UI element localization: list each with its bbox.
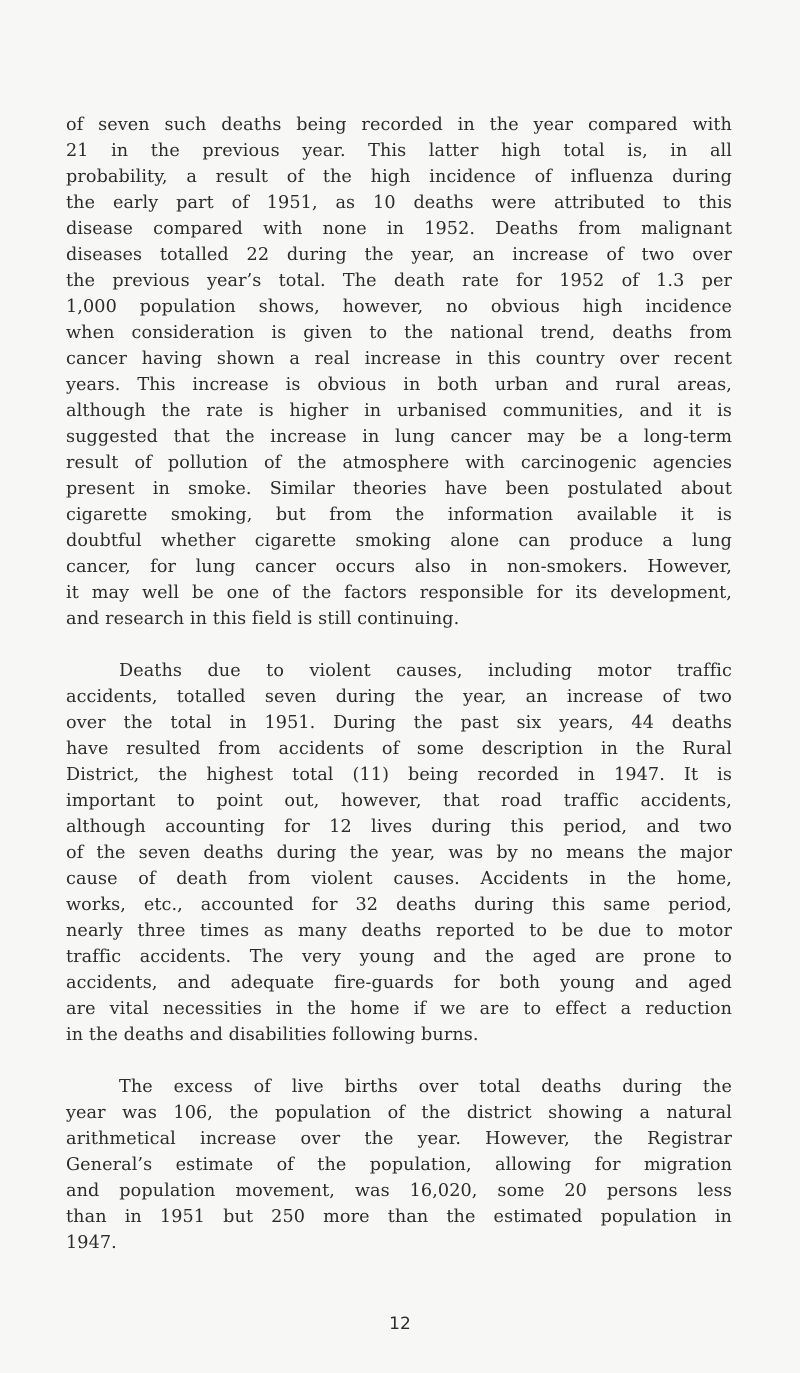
text-line: probability, a result of the high incidence of influenza during [66,167,732,187]
text-line: accidents, and adequate fire-guards for both young and aged [66,973,732,993]
text-line: nearly three times as many deaths reported to be due to motor [66,921,732,941]
text-line: doubtful whether cigarette smoking alone can produce a lung [66,531,732,551]
text-line: The excess of live births over total deaths during the [119,1077,732,1097]
text-line: are vital necessities in the home if we are to effect a reduction [66,999,732,1019]
text-line: have resulted from accidents of some description in the Rural [66,739,732,759]
text-line: cause of death from violent causes. Accidents in the home, [66,869,732,889]
text-line: the previous year’s total. The death rate for 1952 of 1.3 per [66,271,732,291]
text-line: present in smoke. Similar theories have been postulated about [66,479,732,499]
text-line: diseases totalled 22 during the year, an increase of two over [66,245,732,265]
text-line: District, the highest total (11) being recorded in 1947. It is [66,765,732,785]
text-line: of the seven deaths during the year, was by no means the major [66,843,732,863]
text-line: disease compared with none in 1952. Deaths from malignant [66,219,732,239]
text-line: although the rate is higher in urbanised communities, and it is [66,401,732,421]
text-line: cancer having shown a real increase in this country over recent [66,349,732,369]
text-line: cigarette smoking, but from the information available it is [66,505,732,525]
text-line: and population movement, was 16,020, some 20 persons less [66,1181,732,1201]
text-line: of seven such deaths being recorded in the year compared with [66,115,732,135]
text-line: when consideration is given to the national trend, deaths from [66,323,732,343]
text-line: important to point out, however, that road traffic accidents, [66,791,732,811]
text-line: 21 in the previous year. This latter high total is, in all [66,141,732,161]
text-line: and research in this field is still continuing. [66,609,460,629]
text-line: arithmetical increase over the year. However, the Registrar [66,1129,732,1149]
page-number: 12 [389,1314,411,1334]
text-line: works, etc., accounted for 32 deaths during this same period, [66,895,732,915]
text-line: than in 1951 but 250 more than the estimated population in [66,1207,732,1227]
text-line: Deaths due to violent causes, including motor traffic [119,661,732,681]
text-line: year was 106, the population of the district showing a natural [66,1103,732,1123]
text-line: the early part of 1951, as 10 deaths were attributed to this [66,193,732,213]
text-line: 1947. [66,1233,117,1253]
text-line: years. This increase is obvious in both urban and rural areas, [66,375,732,395]
text-line: over the total in 1951. During the past six years, 44 deaths [66,713,732,733]
text-line: in the deaths and disabilities following burns. [66,1025,479,1045]
text-line: although accounting for 12 lives during this period, and two [66,817,732,837]
text-line: 1,000 population shows, however, no obvious high incidence [66,297,732,317]
text-line: accidents, totalled seven during the year, an increase of two [66,687,732,707]
text-line: suggested that the increase in lung cancer may be a long-term [66,427,732,447]
text-line: cancer, for lung cancer occurs also in non-smokers. However, [66,557,732,577]
text-line: result of pollution of the atmosphere with carcinogenic agencies [66,453,732,473]
text-line: General’s estimate of the population, allowing for migration [66,1155,732,1175]
text-line: traffic accidents. The very young and the aged are prone to [66,947,732,967]
text-line: it may well be one of the factors responsible for its development, [66,583,732,603]
